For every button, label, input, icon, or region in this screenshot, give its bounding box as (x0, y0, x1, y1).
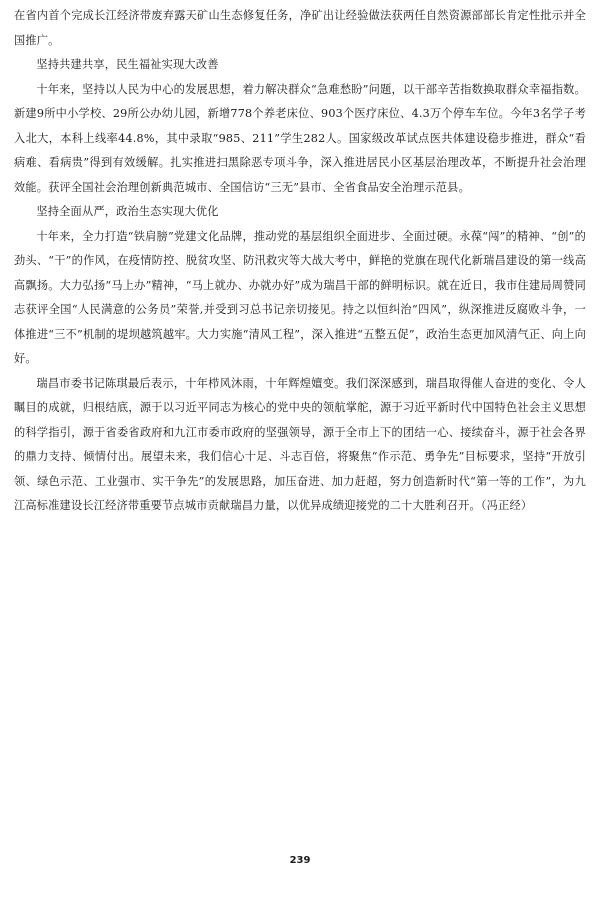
paragraph-conclusion: 瑞昌市委书记陈琪最后表示，十年栉风沐雨，十年辉煌嬗变。我们深深感到，瑞昌取得催人奋进的变化、令人瞩目的成就，归根结底，源于以习近平同志为核心的党中央的领航掌舵，源于习近平新时代中国特色社会主义思想的科学指引，源于省委省政府和九江市委市政府的坚强领导，源于全市上下的团结一心、接续奋斗，源于社会各界的鼎力支持、倾情付出。展望未来，我们信心十足、斗志百倍，将聚焦“作示范、勇争先”目标要求，坚持“开放引领、绿色示范、工业强市、实干争先”的发展思路，加压奋进、加力赶超，努力创造新时代“第一等的工作”，为九江高标准建设长江经济带重要节点城市贡献瑞昌力量，以优异成绩迎接党的二十大胜利召开。（冯正经） (14, 376, 586, 512)
document-body (14, 4, 586, 519)
paragraph-livelihood: 十年来，坚持以人民为中心的发展思想，着力解决群众“急难愁盼”问题，以干部辛苦指数换取群众幸福指数。新建9所中小学校、29所公办幼儿园，新增778个养老床位、903个医疗床位、4.3万个停车车位。今年3名学子考入北大，本科上线率44.8%，其中录取“985、211”学生282人。国家级改革试点医共体建设稳步推进，群众“看病难、看病贵”得到有效缓解。扎实推进扫黑除恶专项斗争，深入推进居民小区基层治理改革，不断提升社会治理效能。获评全国社会治理创新典范城市、全国信访“三无”县市、全省食品安全治理示范县。 (14, 82, 586, 194)
paragraph-political: 十年来，全力打造“铁肩膀”党建文化品牌，推动党的基层组织全面进步、全面过硬。永葆“闯”的精神、“创”的劲头、“干”的作风，在疫情防控、脱贫攻坚、防汛救灾等大战大考中，鲜艳的党旗在现代化新瑞昌建设的第一线高高飘扬。大力弘扬“马上办”精神，“马上就办、办就办好”成为瑞昌干部的鲜明标识。就在近日，我市住建局周赞同志获评全国“人民满意的公务员”荣誉,并受到习总书记亲切接见。持之以恒纠治“四风”，纵深推进反腐败斗争，一体推进“三不”机制的堤坝越筑越牢。大力实施“清风工程”，深入推进“五整五促”，政治生态更加风清气正、向上向好。 (14, 229, 586, 365)
paragraph-continued: 在省内首个完成长江经济带废弃露天矿山生态修复任务，净矿出让经验做法获两任自然资源部部长肯定性批示并全国推广。 (14, 9, 586, 47)
page-number: 239 (289, 855, 311, 866)
section-heading-political: 坚持全面从严，政治生态实现大优化 (36, 205, 219, 218)
section-heading-livelihood: 坚持共建共享，民生福祉实现大改善 (36, 58, 219, 71)
